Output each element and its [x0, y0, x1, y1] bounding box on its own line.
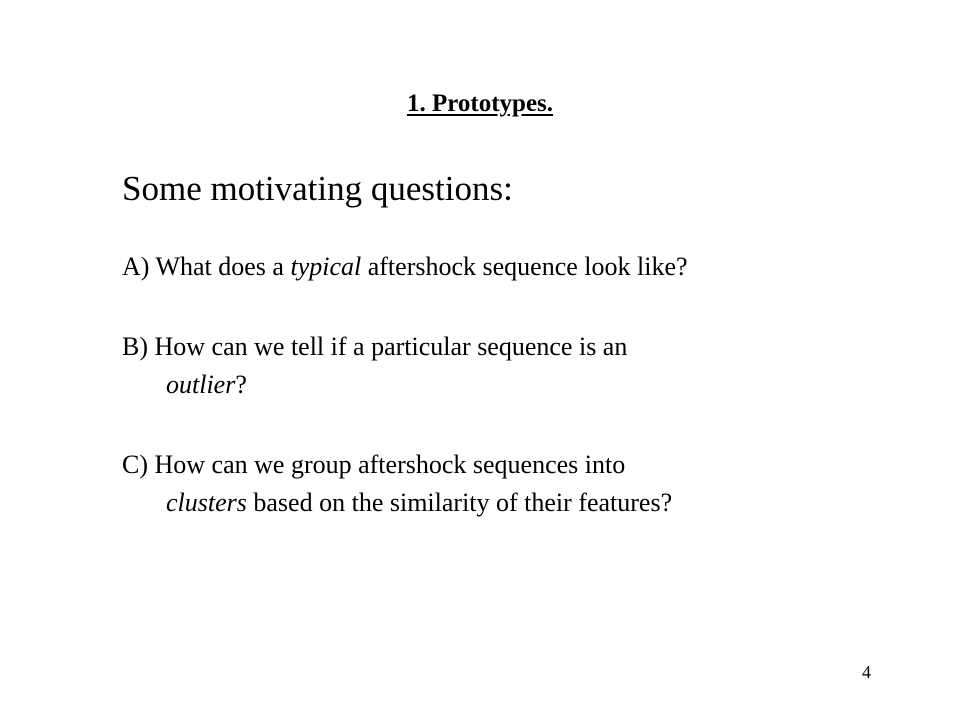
question-b-line2 [122, 366, 627, 404]
question-b-emphasis: outlier [166, 370, 236, 399]
question-b-suffix: ? [235, 370, 247, 399]
question-a [122, 248, 688, 286]
question-a-prefix: A) What does a [122, 252, 291, 281]
question-c-line2 [122, 484, 672, 522]
page-number: 4 [862, 662, 871, 682]
question-b-line1: B) How can we tell if a particular sequence is an [122, 332, 628, 361]
question-c-emphasis: clusters [166, 488, 247, 517]
section-heading: Some motivating questions: [122, 169, 513, 208]
question-c-suffix: based on the similarity of their features? [246, 488, 673, 517]
question-c [122, 446, 672, 522]
question-a-emphasis: typical [290, 252, 362, 281]
question-c-line1: C) How can we group aftershock sequences into [122, 450, 626, 479]
question-a-suffix: aftershock sequence look like? [361, 252, 688, 281]
question-b [122, 328, 627, 404]
slide-title: 1. Prototypes. [406, 90, 554, 117]
